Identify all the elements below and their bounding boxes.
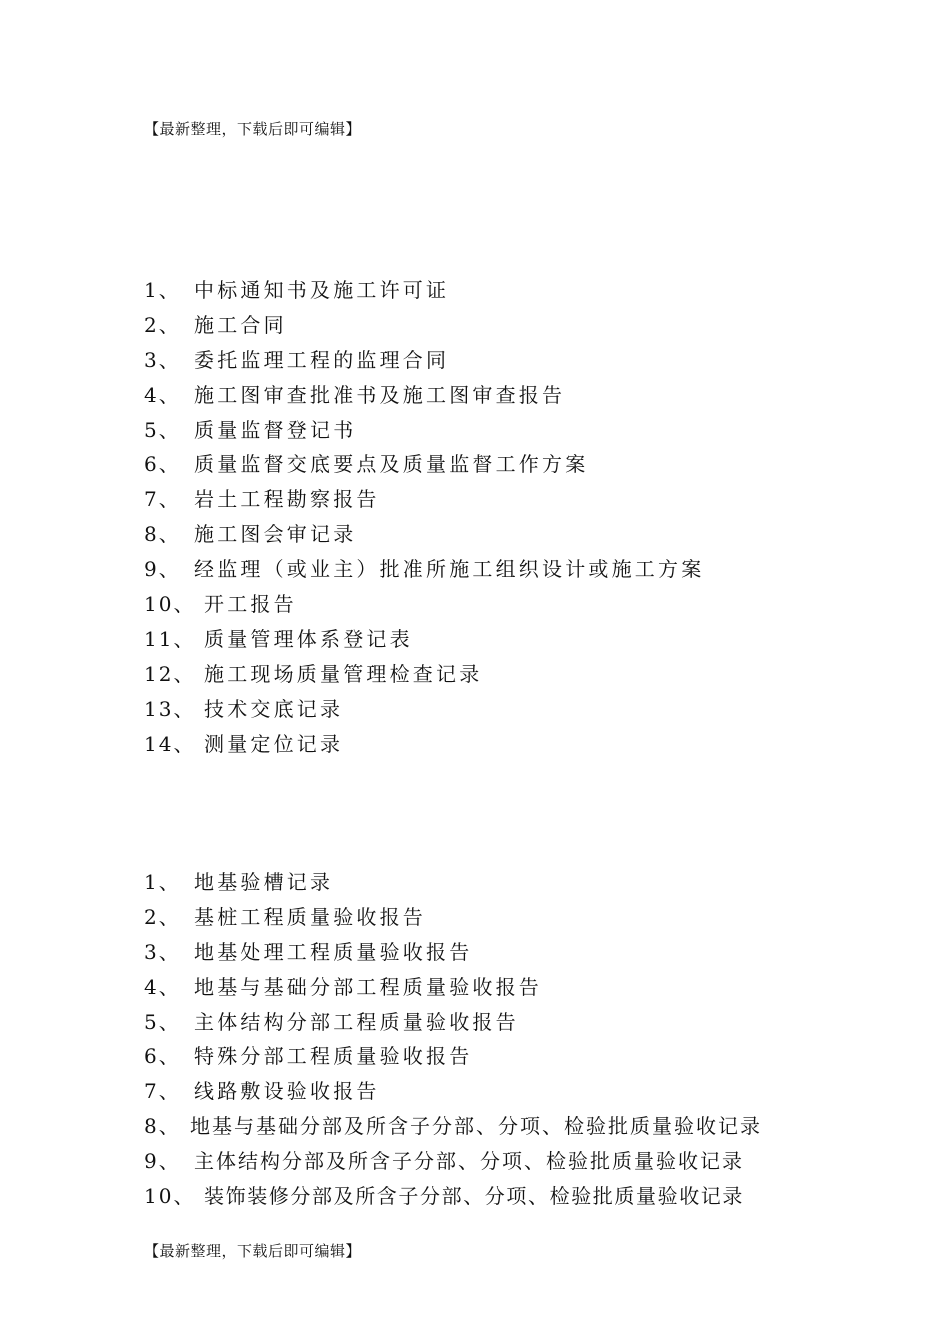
list-item-number: 5、 xyxy=(144,417,181,442)
list-item xyxy=(144,971,762,1006)
list-item-text: 质量监督交底要点及质量监督工作方案 xyxy=(194,452,589,477)
list-item-number: 3、 xyxy=(144,347,181,372)
list-item xyxy=(144,309,704,344)
list-item xyxy=(144,936,762,971)
list-item-number: 5、 xyxy=(144,1009,181,1034)
list-item-text: 施工图审查批准书及施工图审查报告 xyxy=(194,382,566,407)
list-item xyxy=(144,1075,762,1110)
list-item-number: 7、 xyxy=(144,1079,181,1104)
list-item xyxy=(144,1145,762,1180)
list-item-text: 开工报告 xyxy=(204,592,297,617)
list-item-number: 7、 xyxy=(144,487,181,512)
list-item-text: 地基验槽记录 xyxy=(194,870,334,894)
list-item-text: 主体结构分部工程质量验收报告 xyxy=(194,1009,519,1034)
list-item xyxy=(144,448,704,483)
list-item xyxy=(144,414,704,449)
list-item-text: 经监理（或业主）批准所施工组织设计或施工方案 xyxy=(194,557,705,582)
list-item xyxy=(144,1110,762,1145)
list-item-number: 10、 xyxy=(144,1184,196,1209)
list-item-text: 中标通知书及施工许可证 xyxy=(194,278,450,302)
list-item-number: 4、 xyxy=(144,382,181,407)
list-item xyxy=(144,1040,762,1075)
list-item-text: 线路敷设验收报告 xyxy=(194,1079,380,1104)
list-item-text: 地基与基础分部工程质量验收报告 xyxy=(194,974,542,999)
list-item-number: 9、 xyxy=(144,1149,181,1174)
list-item-text: 质量监督登记书 xyxy=(194,417,357,442)
document-list-1 xyxy=(144,274,704,762)
list-item-number: 1、 xyxy=(144,278,181,302)
list-item-text: 基桩工程质量验收报告 xyxy=(194,904,426,929)
footer-banner: 【最新整理，下载后即可编辑】 xyxy=(144,1242,362,1260)
list-item-number: 3、 xyxy=(144,939,181,964)
list-item-text: 装饰装修分部及所含子分部、分项、检验批质量验收记录 xyxy=(204,1184,744,1209)
list-item xyxy=(144,588,704,623)
list-item-number: 13、 xyxy=(144,696,196,721)
list-item xyxy=(144,483,704,518)
list-item xyxy=(144,623,704,658)
list-item-number: 1、 xyxy=(144,870,181,894)
list-item xyxy=(144,553,704,588)
list-item xyxy=(144,1006,762,1041)
list-item-text: 主体结构分部及所含子分部、分项、检验批质量验收记录 xyxy=(194,1149,744,1174)
header-banner: 【最新整理，下载后即可编辑】 xyxy=(144,120,362,138)
list-item-text: 施工合同 xyxy=(194,312,287,337)
list-item-text: 地基处理工程质量验收报告 xyxy=(194,939,473,964)
list-item-number: 11、 xyxy=(144,626,196,651)
list-item-number: 8、 xyxy=(144,1114,181,1139)
list-item-number: 8、 xyxy=(144,522,181,547)
list-item-number: 14、 xyxy=(144,731,196,756)
list-item-number: 6、 xyxy=(144,1044,181,1069)
list-item-text: 委托监理工程的监理合同 xyxy=(194,347,450,372)
list-item-text: 岩土工程勘察报告 xyxy=(194,487,380,512)
list-item-text: 特殊分部工程质量验收报告 xyxy=(194,1044,473,1069)
list-item xyxy=(144,1180,762,1215)
list-item-number: 12、 xyxy=(144,661,196,686)
list-item-number: 4、 xyxy=(144,974,181,999)
list-item xyxy=(144,518,704,553)
list-item-text: 地基与基础分部及所含子分部、分项、检验批质量验收记录 xyxy=(190,1114,762,1139)
list-item-text: 测量定位记录 xyxy=(204,731,344,756)
list-item-number: 2、 xyxy=(144,904,181,929)
list-item-number: 10、 xyxy=(144,592,196,617)
list-item-text: 技术交底记录 xyxy=(204,696,344,721)
list-item xyxy=(144,693,704,728)
list-item xyxy=(144,274,704,309)
list-item xyxy=(144,901,762,936)
list-item xyxy=(144,658,704,693)
list-item xyxy=(144,379,704,414)
list-item-number: 2、 xyxy=(144,312,181,337)
list-item xyxy=(144,866,762,901)
list-item xyxy=(144,344,704,379)
list-item xyxy=(144,728,704,763)
list-item-text: 质量管理体系登记表 xyxy=(204,626,413,651)
list-item-number: 6、 xyxy=(144,452,181,477)
document-list-2 xyxy=(144,866,762,1215)
list-item-text: 施工现场质量管理检查记录 xyxy=(204,661,483,686)
list-item-number: 9、 xyxy=(144,557,181,582)
list-item-text: 施工图会审记录 xyxy=(194,522,357,547)
